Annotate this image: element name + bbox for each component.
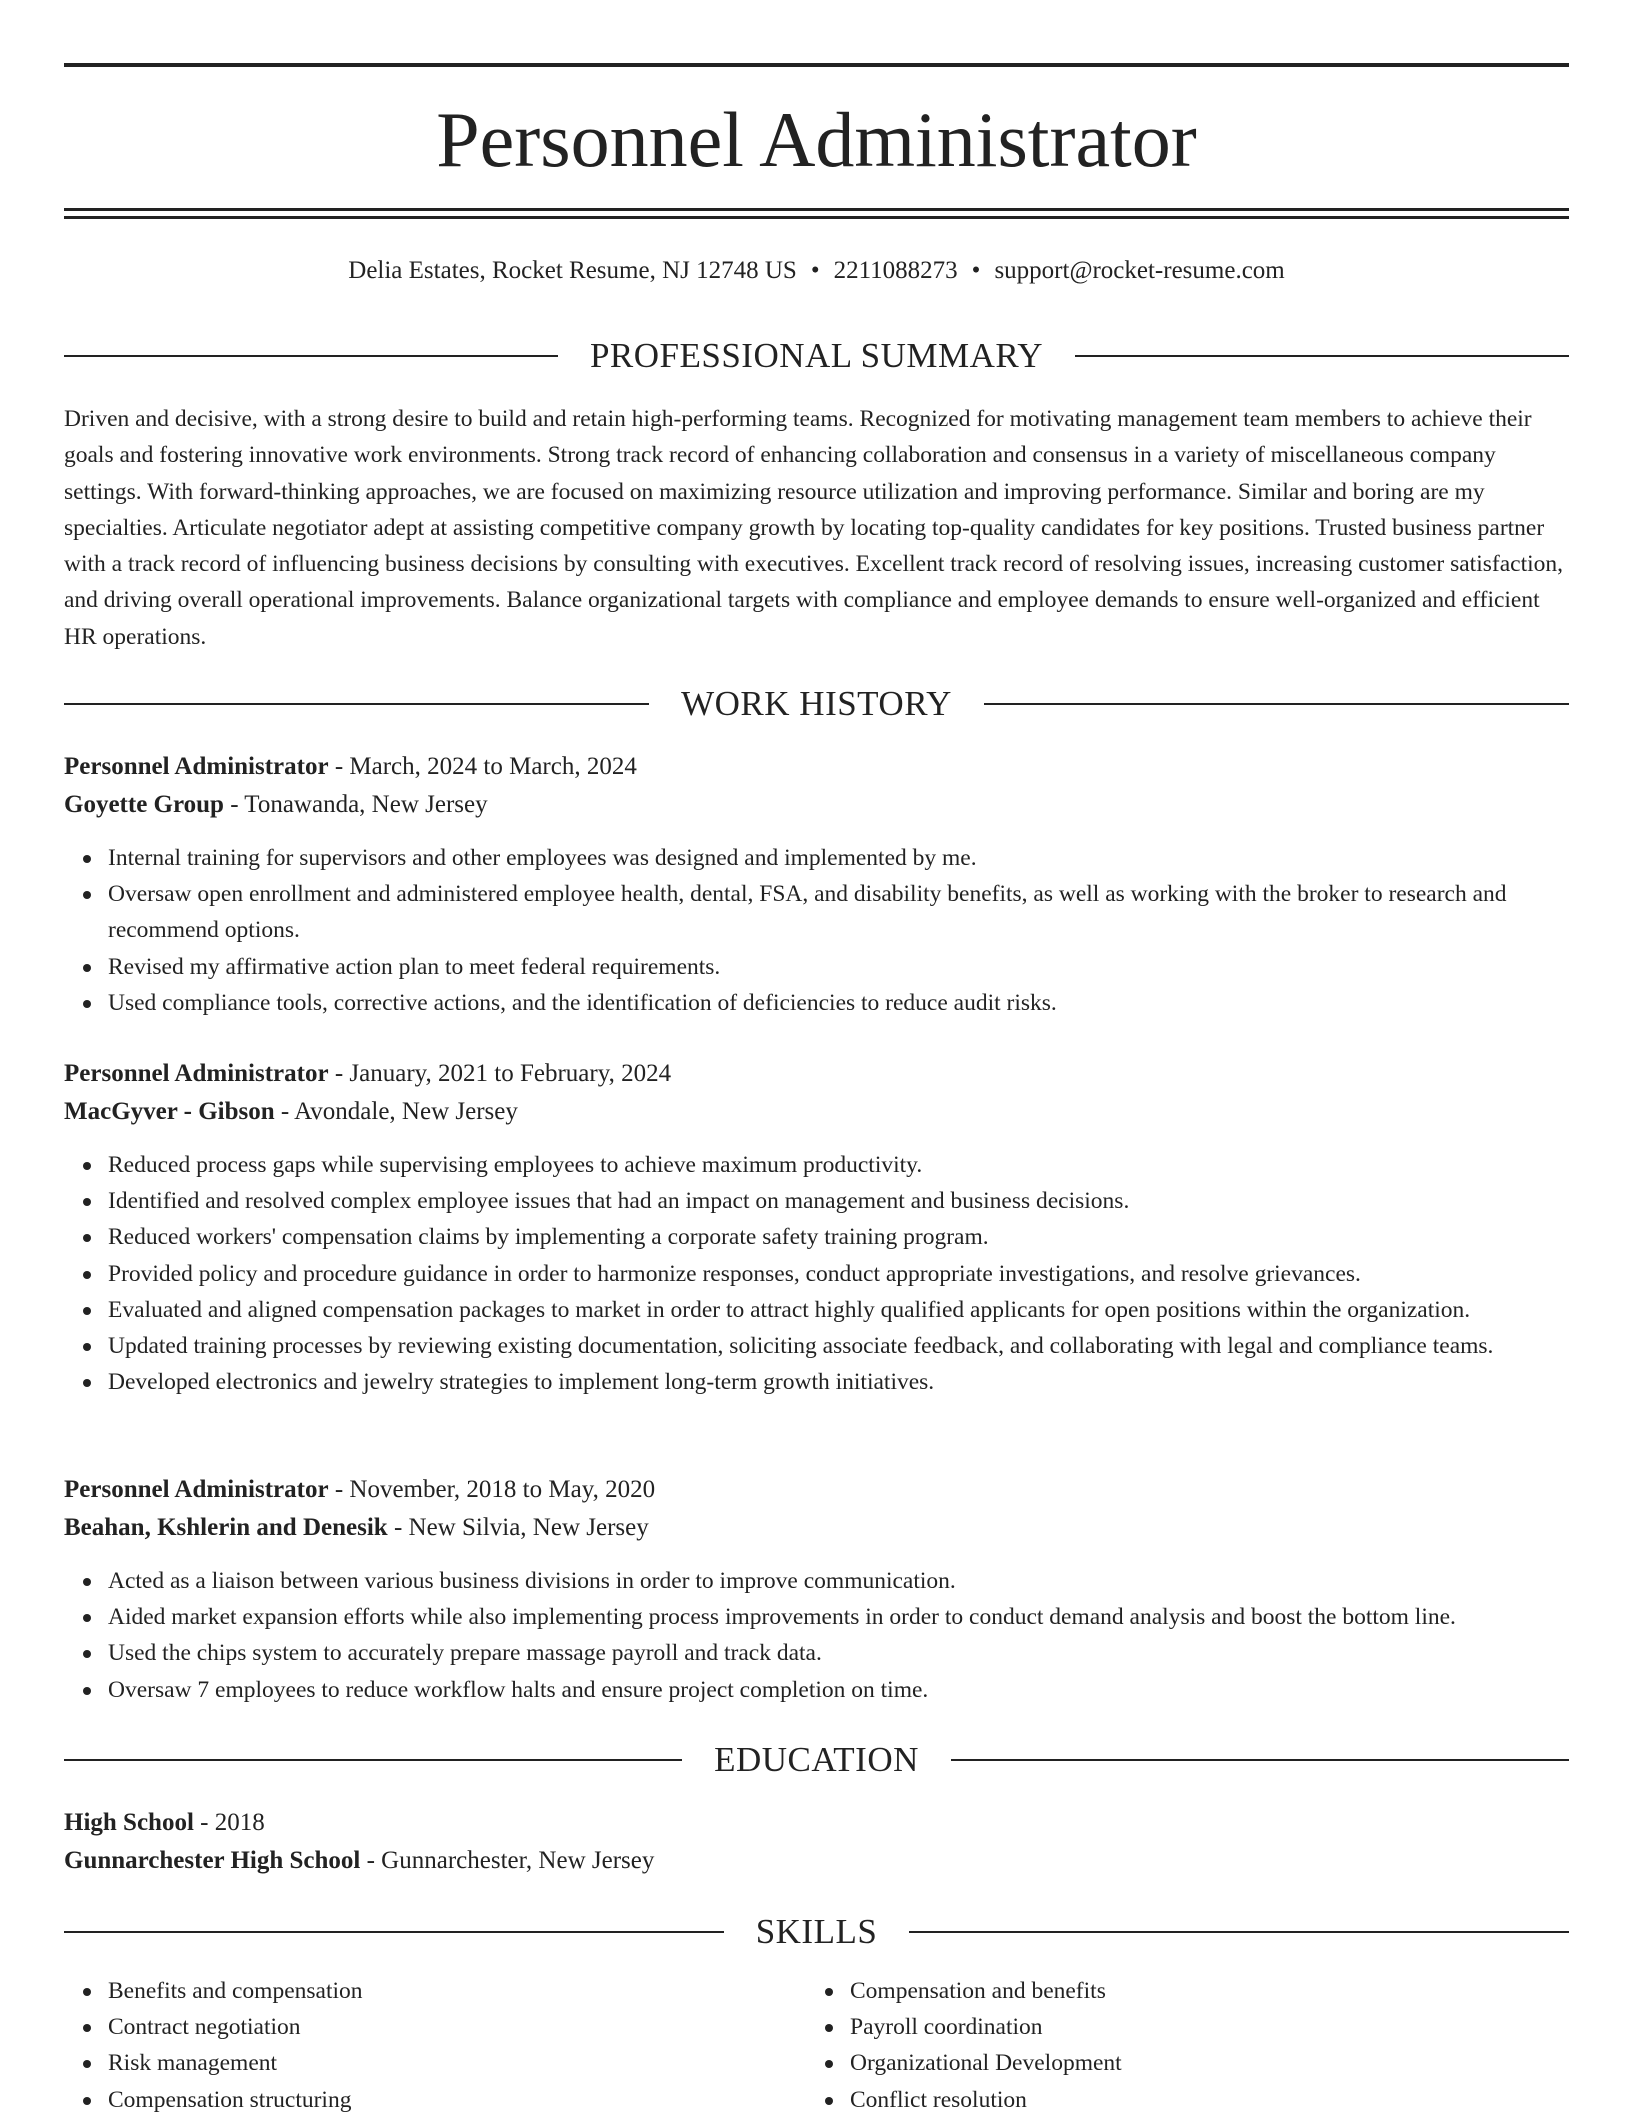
section-heading-education bbox=[64, 1738, 1569, 1782]
job-dates: - January, 2021 to February, 2024 bbox=[328, 1060, 672, 1087]
contact-address: Delia Estates, Rocket Resume, NJ 12748 US bbox=[348, 257, 797, 284]
contact-separator: • bbox=[810, 257, 820, 284]
job-entry bbox=[64, 1055, 1569, 1131]
job-dates: - March, 2024 to March, 2024 bbox=[328, 753, 637, 780]
name-rule-upper bbox=[64, 208, 1569, 211]
section-heading-label: PROFESSIONAL SUMMARY bbox=[589, 336, 1044, 375]
job-bullet: Used the chips system to accurately prepare massage payroll and track data. bbox=[108, 1635, 1613, 1671]
heading-rule bbox=[64, 1759, 682, 1761]
top-rule bbox=[64, 63, 1569, 67]
job-bullet: Acted as a liaison between various business divisions in order to improve communication. bbox=[108, 1563, 1613, 1599]
job-title-line bbox=[64, 748, 1569, 786]
job-title: Personnel Administrator bbox=[64, 1060, 329, 1087]
job-bullet: Updated training processes by reviewing existing documentation, soliciting associate feedback, and collaborating with legal and compliance teams. bbox=[108, 1328, 1613, 1364]
job-entry bbox=[64, 1471, 1569, 1547]
summary-text: Driven and decisive, with a strong desire to build and retain high-performing teams. Recognized for motivating management team members to achieve their goals and fostering innovative work environments. Strong track record of enhancing collaboration and consensus in a variety of miscellaneous company settings. With forward-thinking approaches, we are focused on maximizing resource utilization and improving performance. Similar and boring are my specialties. Articulate negotiator adept at assisting competitive company growth by locating top-quality candidates for key positions. Trusted business partner with a track record of influencing business decisions by consulting with executives. Excellent track record of resolving issues, increasing customer satisfaction, and driving overall operational improvements. Balance organizational targets with compliance and employee demands to ensure well-organized and efficient HR operations. bbox=[64, 406, 1564, 650]
job-title-line bbox=[64, 1471, 1569, 1509]
education-school-line bbox=[64, 1842, 1569, 1880]
skill-item: Compensation and benefits bbox=[850, 1973, 1550, 2009]
job-company-line bbox=[64, 1093, 1569, 1131]
skill-item: Contract negotiation bbox=[108, 2009, 808, 2045]
job-bullet: Used compliance tools, corrective actions, and the identification of deficiencies to reduce audit risks. bbox=[108, 985, 1613, 1021]
job-bullet: Oversaw 7 employees to reduce workflow halts and ensure project completion on time. bbox=[108, 1672, 1613, 1708]
skill-item: Organizational Development bbox=[850, 2045, 1550, 2081]
heading-rule bbox=[64, 703, 649, 705]
job-bullet: Oversaw open enrollment and administered employee health, dental, FSA, and disability benefits, as well as working with the broker to research and recommend options. bbox=[108, 876, 1613, 948]
job-bullets bbox=[64, 1563, 1613, 1708]
heading-rule bbox=[64, 1931, 724, 1933]
skills-list-right bbox=[806, 1973, 1550, 2118]
job-company-line bbox=[64, 1509, 1569, 1547]
heading-rule bbox=[64, 355, 558, 357]
education-entry bbox=[64, 1804, 1569, 1880]
name-rule-lower bbox=[64, 216, 1569, 219]
job-company: MacGyver - Gibson bbox=[64, 1098, 275, 1125]
heading-rule bbox=[909, 1931, 1569, 1933]
section-heading-label: EDUCATION bbox=[714, 1740, 919, 1779]
job-location: - Tonawanda, New Jersey bbox=[223, 791, 488, 818]
job-bullet: Reduced workers' compensation claims by implementing a corporate safety training program. bbox=[108, 1219, 1613, 1255]
contact-phone: 2211088273 bbox=[833, 257, 958, 284]
skill-item: Payroll coordination bbox=[850, 2009, 1550, 2045]
heading-rule bbox=[951, 1759, 1569, 1761]
skills-list-left bbox=[64, 1973, 808, 2118]
section-heading-label: SKILLS bbox=[755, 1912, 878, 1951]
education-degree: High School bbox=[64, 1809, 194, 1836]
skill-item: Compensation structuring bbox=[108, 2082, 808, 2118]
contact-line bbox=[64, 254, 1569, 288]
education-location: - Gunnarchester, New Jersey bbox=[360, 1847, 655, 1874]
job-title: Personnel Administrator bbox=[64, 753, 329, 780]
job-dates: - November, 2018 to May, 2020 bbox=[328, 1476, 656, 1503]
job-bullet: Evaluated and aligned compensation packages to market in order to attract highly qualified applicants for open positions within the organization. bbox=[108, 1292, 1613, 1328]
skill-item: Risk management bbox=[108, 2045, 808, 2081]
job-bullet: Reduced process gaps while supervising employees to achieve maximum productivity. bbox=[108, 1147, 1613, 1183]
job-location: - Avondale, New Jersey bbox=[274, 1098, 518, 1125]
job-bullets bbox=[64, 1147, 1613, 1400]
job-title-line bbox=[64, 1055, 1569, 1093]
job-entry bbox=[64, 748, 1569, 824]
job-bullets bbox=[64, 840, 1613, 1021]
job-title: Personnel Administrator bbox=[64, 1476, 329, 1503]
job-bullet: Aided market expansion efforts while also implementing process improvements in order to conduct demand analysis and boost the bottom line. bbox=[108, 1599, 1613, 1635]
job-bullet: Provided policy and procedure guidance in order to harmonize responses, conduct appropriate investigations, and resolve grievances. bbox=[108, 1256, 1613, 1292]
section-heading-skills bbox=[64, 1910, 1569, 1954]
education-year: - 2018 bbox=[193, 1809, 265, 1836]
contact-email: support@rocket-resume.com bbox=[994, 257, 1285, 284]
skill-item: Benefits and compensation bbox=[108, 1973, 808, 2009]
job-bullet: Revised my affirmative action plan to meet federal requirements. bbox=[108, 949, 1613, 985]
heading-rule bbox=[984, 703, 1569, 705]
job-bullet: Internal training for supervisors and other employees was designed and implemented by me. bbox=[108, 840, 1613, 876]
job-company: Beahan, Kshlerin and Denesik bbox=[64, 1514, 388, 1541]
skill-item: Conflict resolution bbox=[850, 2082, 1550, 2118]
job-bullet: Developed electronics and jewelry strategies to implement long-term growth initiatives. bbox=[108, 1364, 1613, 1400]
section-heading-work bbox=[64, 682, 1569, 726]
section-heading-summary bbox=[64, 334, 1569, 378]
education-school: Gunnarchester High School bbox=[64, 1847, 361, 1874]
section-heading-label: WORK HISTORY bbox=[681, 684, 952, 723]
heading-rule bbox=[1075, 355, 1569, 357]
job-bullet: Identified and resolved complex employee issues that had an impact on management and business decisions. bbox=[108, 1183, 1613, 1219]
job-company-line bbox=[64, 786, 1569, 824]
contact-separator: • bbox=[971, 257, 981, 284]
job-company: Goyette Group bbox=[64, 791, 224, 818]
resume-name: Personnel Administrator bbox=[436, 96, 1197, 183]
education-degree-line bbox=[64, 1804, 1569, 1842]
job-location: - New Silvia, New Jersey bbox=[387, 1514, 649, 1541]
